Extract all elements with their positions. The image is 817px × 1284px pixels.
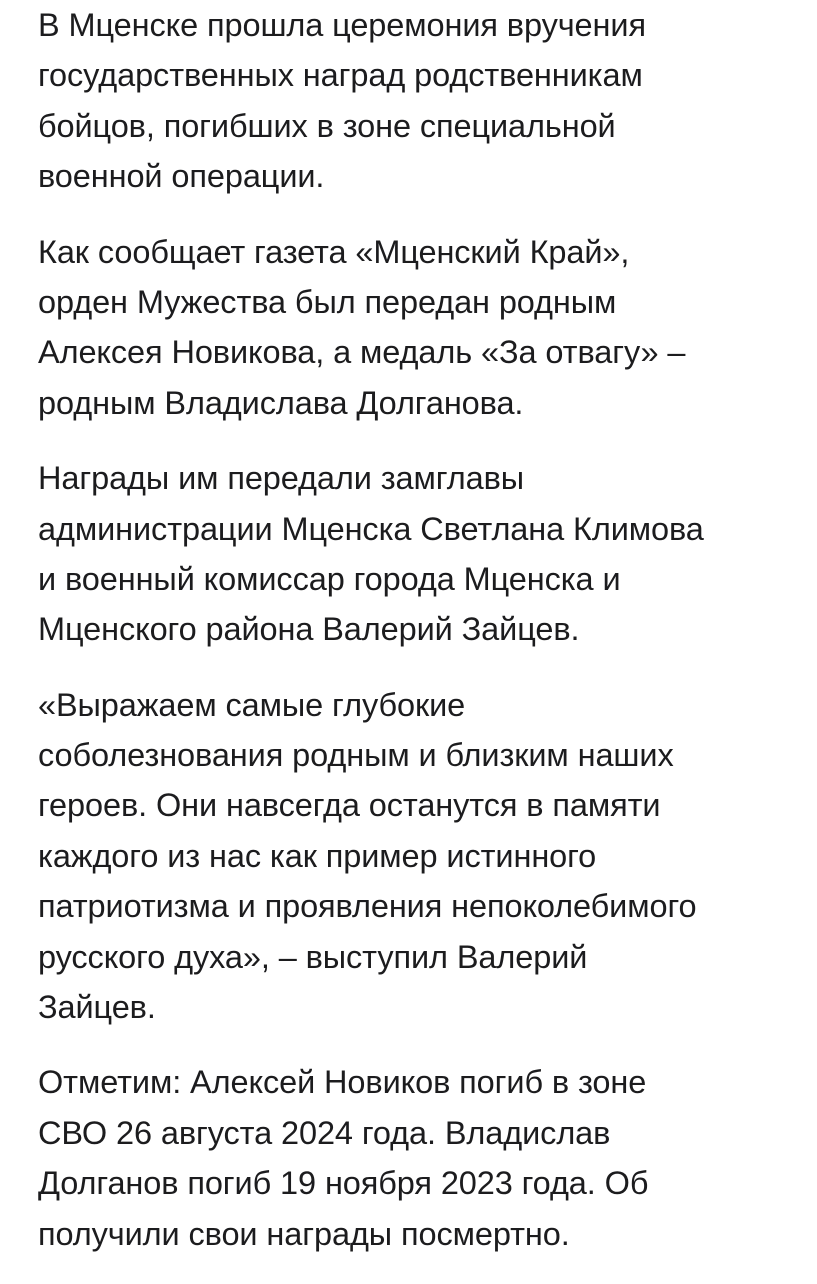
- text-line: государственных наград родственникам: [38, 57, 643, 94]
- text-line: «Выражаем самые глубокие: [38, 686, 466, 723]
- paragraph-presenters: [38, 453, 798, 655]
- text-line: и военный комиссар города Мценска и: [38, 560, 621, 597]
- paragraph-intro: [38, 0, 798, 202]
- text-line: Отметим: Алексей Новиков погиб в зоне: [38, 1064, 647, 1101]
- text-line: орден Мужества был передан родным: [38, 283, 617, 320]
- text-line: Долганов погиб 19 ноября 2023 года. Об: [38, 1165, 649, 1202]
- paragraph-note: [38, 1057, 798, 1259]
- paragraph-quote: [38, 680, 798, 1033]
- article-body: [38, 0, 798, 1284]
- text-line: Как сообщает газета «Мценский Край»,: [38, 233, 630, 270]
- text-line: русского духа», – выступил Валерий: [38, 938, 588, 975]
- text-line: Зайцев.: [38, 989, 156, 1026]
- text-line: В Мценске прошла церемония вручения: [38, 7, 646, 43]
- text-line: патриотизма и проявления непоколебимого: [38, 888, 697, 925]
- text-line: каждого из нас как пример истинного: [38, 837, 597, 874]
- text-line: СВО 26 августа 2024 года. Владислав: [38, 1114, 611, 1151]
- text-line: соболезнования родным и близким наших: [38, 737, 674, 774]
- text-line: героев. Они навсегда останутся в памяти: [38, 787, 661, 824]
- text-line: Награды им передали замглавы: [38, 460, 525, 497]
- text-line: Алексея Новикова, а медаль «За отвагу» –: [38, 334, 686, 371]
- text-line: военной операции.: [38, 158, 325, 195]
- text-line: родным Владислава Долганова.: [38, 384, 524, 421]
- text-line: администрации Мценска Светлана Климова: [38, 510, 704, 547]
- paragraph-source: [38, 227, 798, 429]
- text-line: получили свои награды посмертно.: [38, 1215, 570, 1252]
- text-line: бойцов, погибших в зоне специальной: [38, 107, 616, 144]
- text-line: Мценского района Валерий Зайцев.: [38, 611, 580, 648]
